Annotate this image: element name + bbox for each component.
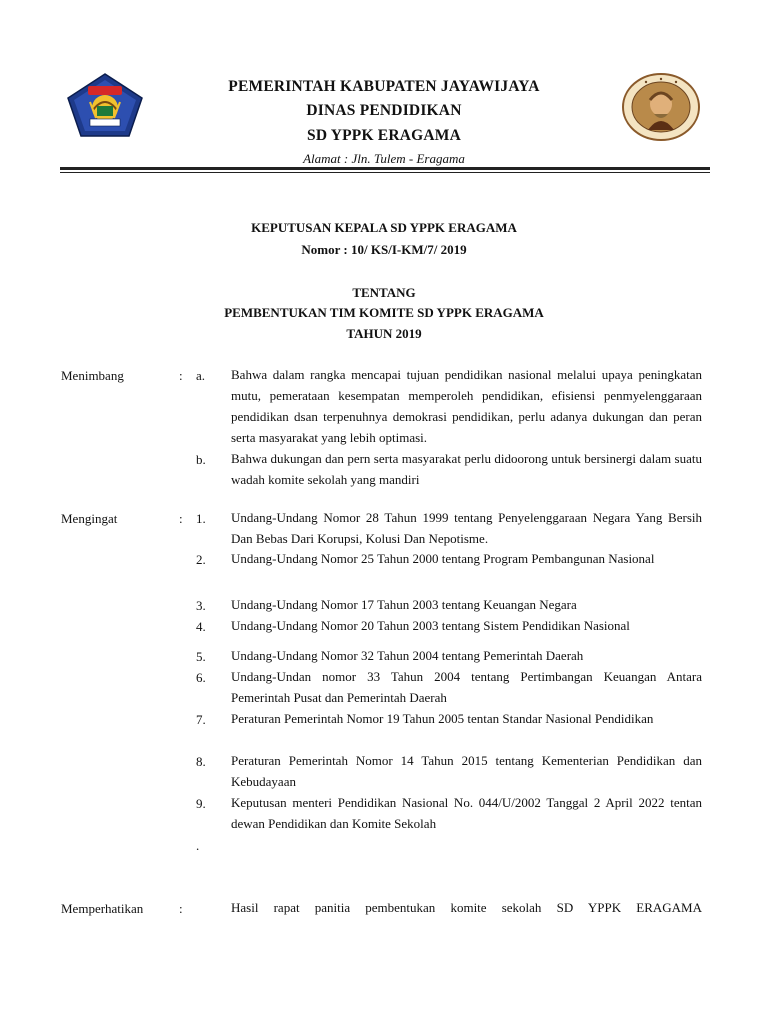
list-item-number: 7. [196,712,206,727]
mengingat-label: Mengingat [61,511,118,526]
menimbang-item-b: Bahwa dukungan dan pern serta masyarakat perlu didoorong untuk bersinergi dalam suatu wadah komite sekolah yang mandiri [231,451,702,487]
list-item-number: 2. [196,552,206,567]
list-item-number: 1. [196,511,206,526]
header-line-3: SD YPPK ERAGAMA [307,127,461,144]
decree-subject: PEMBENTUKAN TIM KOMITE SD YPPK ERAGAMA [224,305,544,320]
mengingat-item-2: Undang-Undang Nomor 25 Tahun 2000 tentang Program Pembangunan Nasional [231,551,655,566]
decree-number: Nomor : 10/ KS/I-KM/7/ 2019 [301,242,467,257]
memperhatikan-colon: : [179,901,183,916]
mengingat-item-1: Undang-Undang Nomor 28 Tahun 1999 tentang Penyelenggaraan Negara Yang Bersih Dan Bebas Dari Korupsi, Kolusi Dan Nepotisme. [231,510,702,546]
list-item-number: 3. [196,598,206,613]
list-item-number: 5. [196,649,206,664]
school-seal-icon [620,72,702,142]
letterhead-rule-thick [60,167,710,170]
list-item-number: . [196,838,200,853]
list-item-number: 9. [196,796,206,811]
mengingat-item-6: Undang-Undan nomor 33 Tahun 2004 tentang Pertimbangan Keuangan Antara Pemerintah Pusat dan Pemerintah Daerah [231,669,702,705]
mengingat-item-5: Undang-Undang Nomor 32 Tahun 2004 tentang Pemerintah Daerah [231,648,584,663]
mengingat-item-7: Peraturan Pemerintah Nomor 19 Tahun 2005 tentan Standar Nasional Pendidikan [231,711,654,726]
mengingat-item-4: Undang-Undang Nomor 20 Tahun 2003 tentang Sistem Pendidikan Nasional [231,618,630,633]
list-item-number: b. [196,452,206,467]
letterhead-rule-thin [60,172,710,173]
mengingat-item-9: Keputusan menteri Pendidikan Nasional No. 044/U/2002 Tanggal 2 April 2022 tentan dewan Pendidikan dan Komite Sekolah [231,795,702,831]
menimbang-colon: : [179,368,183,383]
address: Alamat : Jln. Tulem - Eragama [303,151,465,166]
header-line-1: PEMERINTAH KABUPATEN JAYAWIJAYA [228,78,540,95]
menimbang-label: Menimbang [61,368,124,383]
mengingat-item-3: Undang-Undang Nomor 17 Tahun 2003 tentang Keuangan Negara [231,597,577,612]
list-item-number: 4. [196,619,206,634]
list-item-number: a. [196,368,206,383]
decree-year: TAHUN 2019 [346,326,422,341]
memperhatikan-text: Hasil rapat panitia pembentukan komite sekolah SD YPPK ERAGAMA [231,900,702,915]
memperhatikan-label: Memperhatikan [61,901,144,916]
menimbang-item-a: Bahwa dalam rangka mencapai tujuan pendidikan nasional melalui upaya peningkatan mutu, pemerataan kesempatan memperoleh pendidikan, efisiensi penmyelenggaraan pendidikan dsan terpenuhnya demokrasi pendidikan, perlu adanya dukungan dan peran serta masyarakat yang lebih optimasi. [231,367,702,445]
list-item-number: 8. [196,754,206,769]
list-item-number: 6. [196,670,206,685]
mengingat-colon: : [179,511,183,526]
mengingat-item-8: Peraturan Pemerintah Nomor 14 Tahun 2015 tentang Kementerian Pendidikan dan Kebudayaan [231,753,702,789]
decree-title: KEPUTUSAN KEPALA SD YPPK ERAGAMA [251,220,517,235]
decree-tentang: TENTANG [352,285,416,300]
header-line-2: DINAS PENDIDIKAN [306,102,462,119]
